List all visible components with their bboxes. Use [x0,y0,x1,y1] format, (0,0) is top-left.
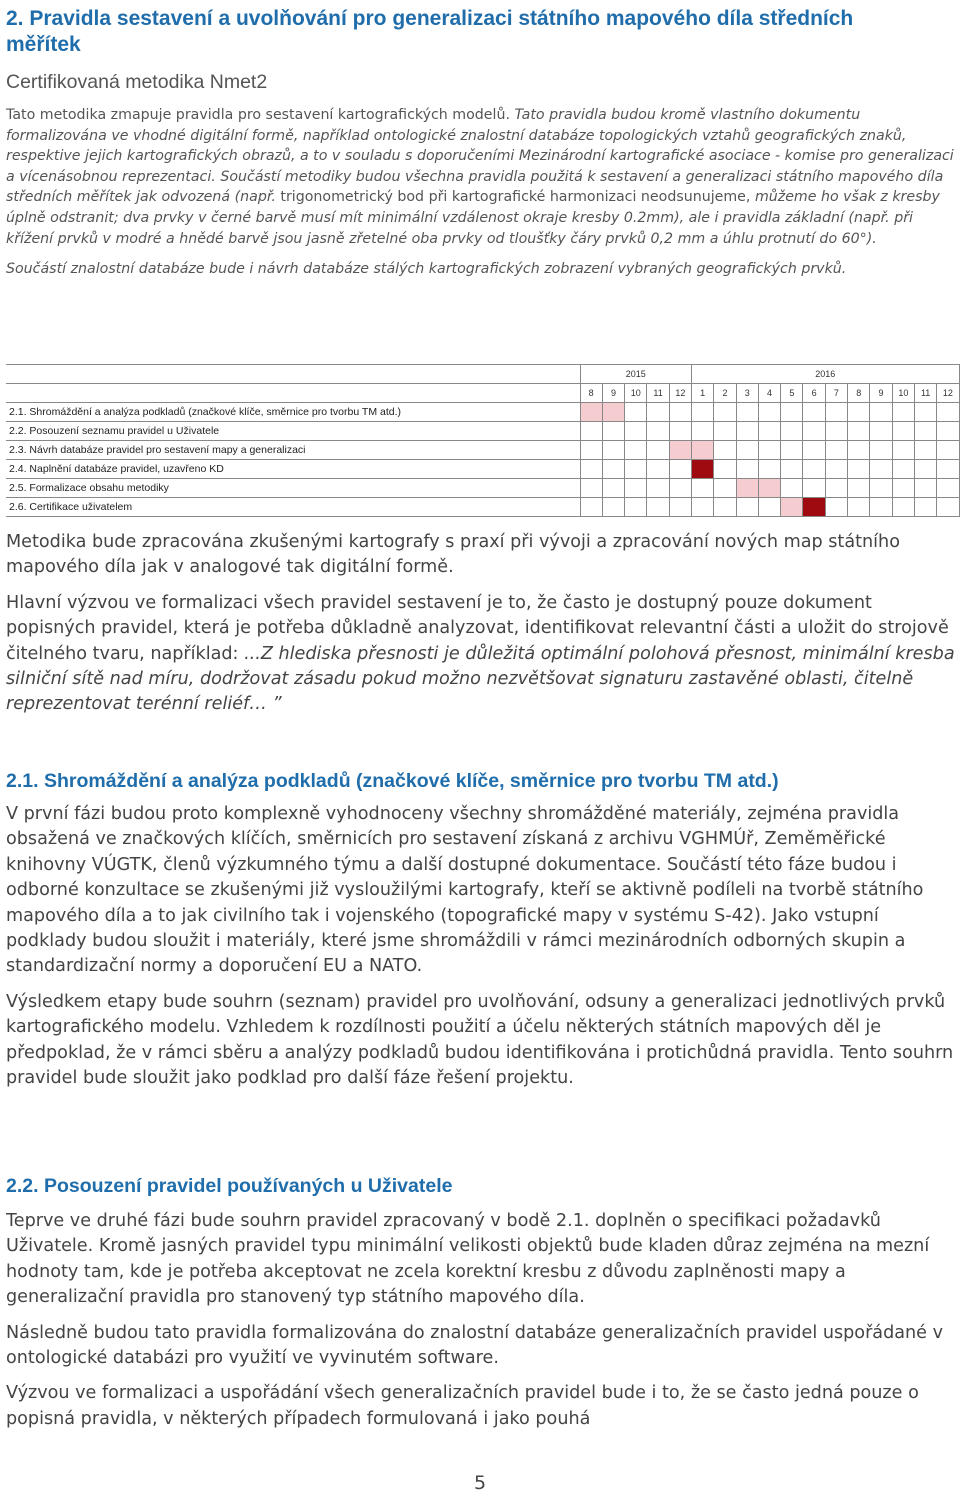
gantt-cell [625,460,647,479]
gantt-cell [937,422,959,441]
gantt-bar-light [692,441,714,460]
gantt-month-cell: 12 [937,384,959,403]
intro-text-italic: Tato pravidla budou kromě vlastního dokumentu formalizována ve vhodné digitální formě, například ontologické znalostní databáze topologických vztahů geografických znaků, respektive jejich kartografických obrazů, a to v souladu s doporučeními Mezinárodní kartografické asociace - komise pro generalizaci a vícenásobnou reprezentaci. [6,107,954,185]
gantt-cell [892,403,914,422]
gantt-cell [848,498,870,517]
gantt-task-label: 2.5. Formalizace obsahu metodiky [6,479,580,498]
gantt-bar-dark [692,460,714,479]
gantt-task-label: 2.1. Shromáždění a analýza podkladů (značkové klíče, směrnice pro tvorbu TM atd.) [6,403,580,422]
gantt-month-row [6,384,959,403]
gantt-cell [580,460,602,479]
gantt-cell [870,403,892,422]
section-2-1-paragraph-2: Výsledkem etapy bude souhrn (seznam) pravidel pro uvolňování, odsuny a generalizaci jednotlivých prvků kartografického modelu. Vzhledem k rozdílnosti použití a účelu některých státních mapových děl je předpoklad, že v rámci sběru a analýzy podkladů budou identifikována i protichůdná pravidla. Tento souhrn pravidel bude sloužit jako podklad pro další fáze řešení projektu. [6,991,954,1089]
gantt-cell [870,422,892,441]
gantt-month-cell: 10 [892,384,914,403]
gantt-cell [736,403,758,422]
heading-line-2: měřítek [6,33,81,56]
intro-text-upright: Tato metodika zmapuje pravidla pro sestavení kartografických modelů. [6,107,510,123]
gantt-cell [736,460,758,479]
gantt-cell [625,498,647,517]
gantt-cell [669,403,691,422]
gantt-cell [848,403,870,422]
gantt-cell [714,422,736,441]
gantt-cell [647,498,669,517]
gantt-cell [625,479,647,498]
gantt-cell [937,498,959,517]
gantt-cell [848,441,870,460]
gantt-cell [647,441,669,460]
gantt-cell [692,479,714,498]
gantt-cell [625,422,647,441]
gantt-month-cell: 12 [669,384,691,403]
gantt-cell [803,422,825,441]
main-body [6,530,956,718]
gantt-cell [602,422,624,441]
gantt-cell [580,479,602,498]
gantt-cell [758,441,780,460]
gantt-month-cell: 8 [580,384,602,403]
gantt-task-label: 2.2. Posouzení seznamu pravidel u Uživatele [6,422,580,441]
paragraph-vyzva-normal: Hlavní výzvou ve formalizaci všech pravidel sestavení je to, že často je dostupný pouze dokument popisných pravidel, která je potřeba důkladně analyzovat, identifikovat relevantní části a uložit do strojově čitelného tvaru, například: [6,592,949,664]
gantt-cell [848,422,870,441]
gantt-month-cell: 1 [692,384,714,403]
section-2-1-title: 2.1. Shromáždění a analýza podkladů (značkové klíče, směrnice pro tvorbu TM atd.) [6,770,779,792]
gantt-cell [580,441,602,460]
gantt-cell [602,498,624,517]
gantt-header-empty [6,384,580,403]
section-2-2-title: 2.2. Posouzení pravidel používaných u Uživatele [6,1175,453,1197]
gantt-cell [647,479,669,498]
gantt-bar-light [602,403,624,422]
gantt-bar-light [758,479,780,498]
gantt-cell [803,441,825,460]
gantt-cell [914,422,936,441]
gantt-cell [937,441,959,460]
gantt-cell [625,403,647,422]
gantt-cell [937,403,959,422]
gantt-cell [781,422,803,441]
gantt-cell [914,460,936,479]
paragraph-vyzva-italic: ...Z hlediska přesnosti je důležitá optimální polohová přesnost, minimální kresba silniční sítě nad míru, dodržovat zásadu pokud možno nezvětšovat signaturu zastavěné oblasti, čitelně reprezentovat terénní reliéf… ” [6,643,955,715]
gantt-cell [803,460,825,479]
gantt-task-row [6,422,959,441]
gantt-cell [602,479,624,498]
gantt-cell [870,498,892,517]
gantt-cell [714,441,736,460]
intro-text-upright-2: trigonometrický bod při kartografické harmonizaci neodsunujeme, [280,189,751,206]
gantt-header-empty [6,365,580,384]
gantt-cell [669,422,691,441]
gantt-schedule [6,364,959,517]
gantt-cell [625,441,647,460]
gantt-cell [758,422,780,441]
gantt-task-row [6,479,959,498]
gantt-cell [892,422,914,441]
gantt-month-cell: 6 [803,384,825,403]
gantt-month-cell: 3 [736,384,758,403]
gantt-cell [714,403,736,422]
gantt-cell [758,460,780,479]
gantt-cell [825,441,847,460]
gantt-cell [914,441,936,460]
gantt-cell [580,498,602,517]
heading-line-1: 2. Pravidla sestavení a uvolňování pro generalizaci státního mapového díla středních [6,7,854,30]
gantt-cell [669,498,691,517]
gantt-cell [758,403,780,422]
gantt-bar-light [781,498,803,517]
gantt-cell [714,479,736,498]
gantt-cell [825,403,847,422]
gantt-cell [781,479,803,498]
gantt-cell [647,403,669,422]
gantt-cell [825,498,847,517]
gantt-cell [848,460,870,479]
intro-paragraph-1 [6,105,956,249]
gantt-month-cell: 4 [758,384,780,403]
gantt-cell [758,498,780,517]
gantt-task-row [6,498,959,517]
section-heading [6,6,956,58]
paragraph-metodika: Metodika bude zpracována zkušenými kartografy s praxí při vývoji a zpracování nových map státního mapového díla jak v analogové tak digitální formě. [6,532,900,578]
intro-text-italic-4: při křížení prvků v modré a hnědé barvě jsou jasně zřetelné oba prvky od tloušťky čáry prvků 0,2 mm a úhlu protnutí do 60°). [6,209,913,247]
gantt-cell [848,479,870,498]
gantt-month-cell: 5 [781,384,803,403]
gantt-task-label: 2.6. Certifikace uživatelem [6,498,580,517]
section-2-2-paragraph-1: Teprve ve druhé fázi bude souhrn pravidel zpracovaný v bodě 2.1. doplněn o specifikaci požadavků Uživatele. Kromě jasných pravidel typu minimální velikosti objektů bude kladen důraz zejména na mezní hodnoty tam, kde je potřeba akceptovat ne zcela korektní kresbu z důvodu zaplněnosti mapy a generalizační pravidla pro stanovený typ státního mapového díla. [6,1211,930,1308]
gantt-cell [647,460,669,479]
intro-block [6,105,956,280]
page-number: 5 [473,1472,487,1494]
gantt-cell [692,403,714,422]
paragraph-vyzva [6,591,956,718]
gantt-month-cell: 9 [602,384,624,403]
gantt-cell [714,460,736,479]
gantt-cell [914,403,936,422]
gantt-month-cell: 8 [848,384,870,403]
gantt-cell [692,498,714,517]
gantt-year-2015: 2015 [580,365,692,384]
section-2-1 [6,768,956,1091]
gantt-cell [803,479,825,498]
section-2-1-paragraph-1: V první fázi budou proto komplexně vyhodnoceny všechny shromážděné materiály, zejména pravidla obsažená ve značkových klíčích, směrnicích pro sestavení získaná z archivu VGHMÚř, Zeměměřické knihovny VÚGTK, členů výzkumného týmu a další dostupné dokumentace. Součástí této fáze budou i odborné konzultace se zkušenými již vysloužilými kartografy, kteří se aktivně podíleli na tvorbě státního mapového díla a to jak civilního tak i vojenského (topografické mapy v systému S-42). Jako vstupní podklady budou sloužit i materiály, které jsme shromáždili v rámci mezinárodních odborných skupin a standardizační normy a doporučení EU a NATO. [6,804,924,977]
intro-paragraph-2: Součástí znalostní databáze bude i návrh databáze stálých kartografických zobrazení vybraných geografických prvků. [6,261,847,278]
gantt-month-cell: 11 [914,384,936,403]
gantt-cell [669,460,691,479]
gantt-month-cell: 10 [625,384,647,403]
gantt-cell [825,479,847,498]
gantt-cell [892,441,914,460]
gantt-cell [736,441,758,460]
gantt-cell [736,498,758,517]
intro-text-italic-3: můžeme ho však z kresby úplně odstranit; dva prvky v černé barvě musí mít minimální vzdálenost okraje kresby 0.2mm), ale i pravidla základní (např. [6,189,940,226]
gantt-cell [870,460,892,479]
gantt-year-2016: 2016 [692,365,960,384]
section-2-2-paragraph-3: Výzvou ve formalizaci a uspořádání všech generalizačních pravidel bude i to, že se často jedná pouze o popisná pravidla, v některých případech formulovaná i jako pouhá [6,1383,919,1429]
gantt-cell [937,460,959,479]
intro-text-italic-2: Součástí metodiky budou všechna pravidla použitá k sestavení a generalizaci státního mapového díla středních měřítek jak odvozená (např. [6,168,944,206]
section-2-2-paragraph-2: Následně budou tato pravidla formalizována do znalostní databáze generalizačních pravidel uspořádané v ontologické databázi pro využití ve vyvinutém software. [6,1322,944,1369]
gantt-bar-dark [803,498,825,517]
gantt-month-cell: 9 [870,384,892,403]
gantt-bar-light [580,403,602,422]
gantt-cell [647,422,669,441]
gantt-cell [937,479,959,498]
gantt-month-cell: 7 [825,384,847,403]
gantt-cell [870,479,892,498]
gantt-cell [825,460,847,479]
gantt-cell [870,441,892,460]
gantt-task-label: 2.3. Návrh databáze pravidel pro sestavení mapy a generalizaci [6,441,580,460]
section-2-2 [6,1173,956,1432]
gantt-cell [692,422,714,441]
gantt-cell [892,460,914,479]
gantt-cell [781,441,803,460]
gantt-month-cell: 11 [647,384,669,403]
gantt-bar-light [736,479,758,498]
gantt-month-cell: 2 [714,384,736,403]
gantt-cell [580,422,602,441]
gantt-cell [781,460,803,479]
gantt-cell [602,441,624,460]
gantt-cell [892,498,914,517]
gantt-cell [602,460,624,479]
gantt-cell [714,498,736,517]
gantt-cell [825,422,847,441]
gantt-cell [914,479,936,498]
subtitle: Certifikovaná metodika Nmet2 [6,71,268,93]
gantt-year-row [6,365,959,384]
gantt-task-row [6,441,959,460]
gantt-task-row [6,403,959,422]
gantt-bar-light [669,441,691,460]
gantt-cell [669,479,691,498]
gantt-table [6,364,960,517]
gantt-cell [803,403,825,422]
gantt-task-row [6,460,959,479]
gantt-cell [892,479,914,498]
gantt-cell [781,403,803,422]
gantt-cell [914,498,936,517]
gantt-task-label: 2.4. Naplnění databáze pravidel, uzavřeno KD [6,460,580,479]
gantt-cell [736,422,758,441]
